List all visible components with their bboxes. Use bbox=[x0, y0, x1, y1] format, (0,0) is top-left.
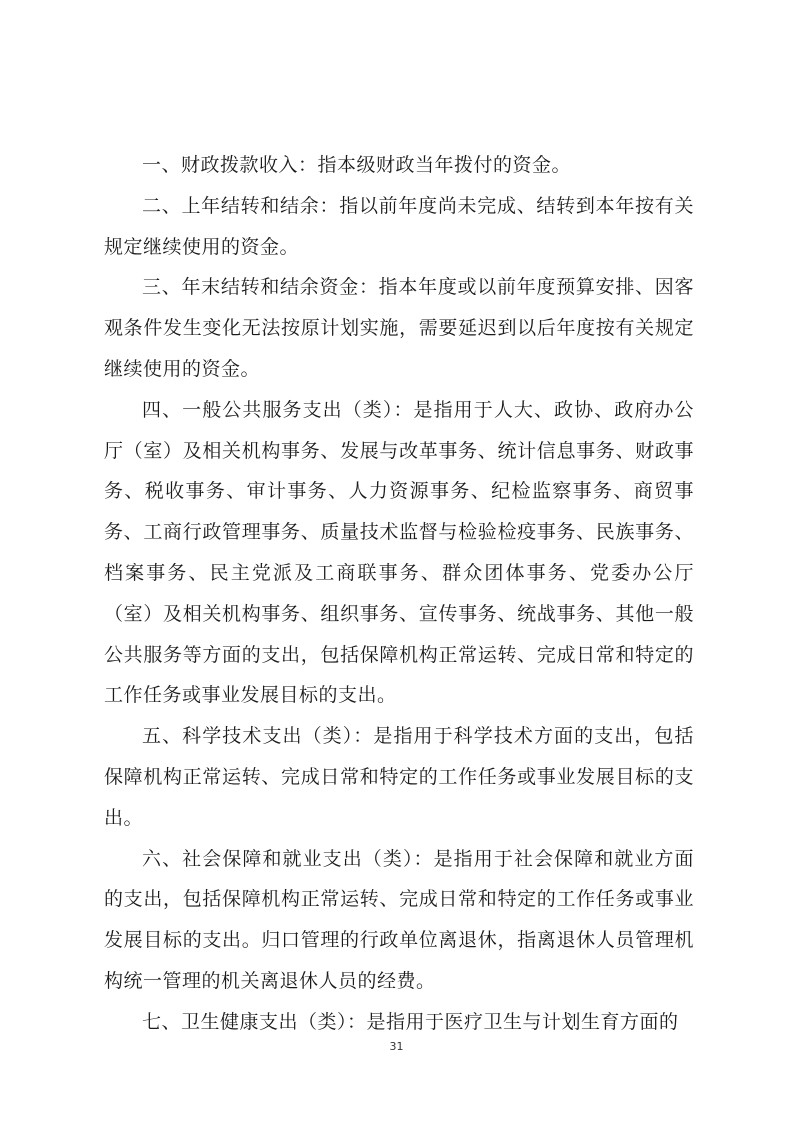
paragraph-year-end-carryover: 三、年末结转和结余资金：指本年度或以前年度预算安排、因客观条件发生变化无法按原计划实施，需要延迟到以后年度按有关规定继续使用的资金。 bbox=[104, 276, 694, 380]
paragraph-science-technology: 五、科学技术支出（类）：是指用于科学技术方面的支出，包括保障机构正常运转、完成日常和特定的工作任务或事业发展目标的支出。 bbox=[104, 725, 694, 829]
paragraph-prior-year-carryover: 二、上年结转和结余：指以前年度尚未完成、结转到本年按有关规定继续使用的资金。 bbox=[104, 194, 694, 258]
paragraph-health: 七、卫生健康支出（类）：是指用于医疗卫生与计划生育方面的 bbox=[142, 1010, 679, 1033]
paragraph-fiscal-appropriation-income: 一、财政拨款收入：指本级财政当年拨付的资金。 bbox=[142, 154, 572, 176]
document-body bbox=[104, 145, 694, 1043]
paragraph-general-public-services: 四、一般公共服务支出（类）：是指用于人大、政协、政府办公厅（室）及相关机构事务、发展与改革事务、统计信息事务、财政事务、税收事务、审计事务、人力资源事务、纪检监察事务、商贸事务、工商行政管理事务、质量技术监督与检验检疫事务、民族事务、档案事务、民主党派及工商联事务、群众团体事务、党委办公厅（室）及相关机构事务、组织事务、宣传事务、统战事务、其他一般公共服务等方面的支出，包括保障机构正常运转、完成日常和特定的工作任务或事业发展目标的支出。 bbox=[104, 398, 694, 707]
page-number: 31 bbox=[389, 1040, 404, 1053]
paragraph-social-security-employment: 六、社会保障和就业支出（类）：是指用于社会保障和就业方面的支出，包括保障机构正常运转、完成日常和特定的工作任务或事业发展目标的支出。归口管理的行政单位离退休，指离退休人员管理机构统一管理的机关离退休人员的经费。 bbox=[104, 847, 694, 992]
